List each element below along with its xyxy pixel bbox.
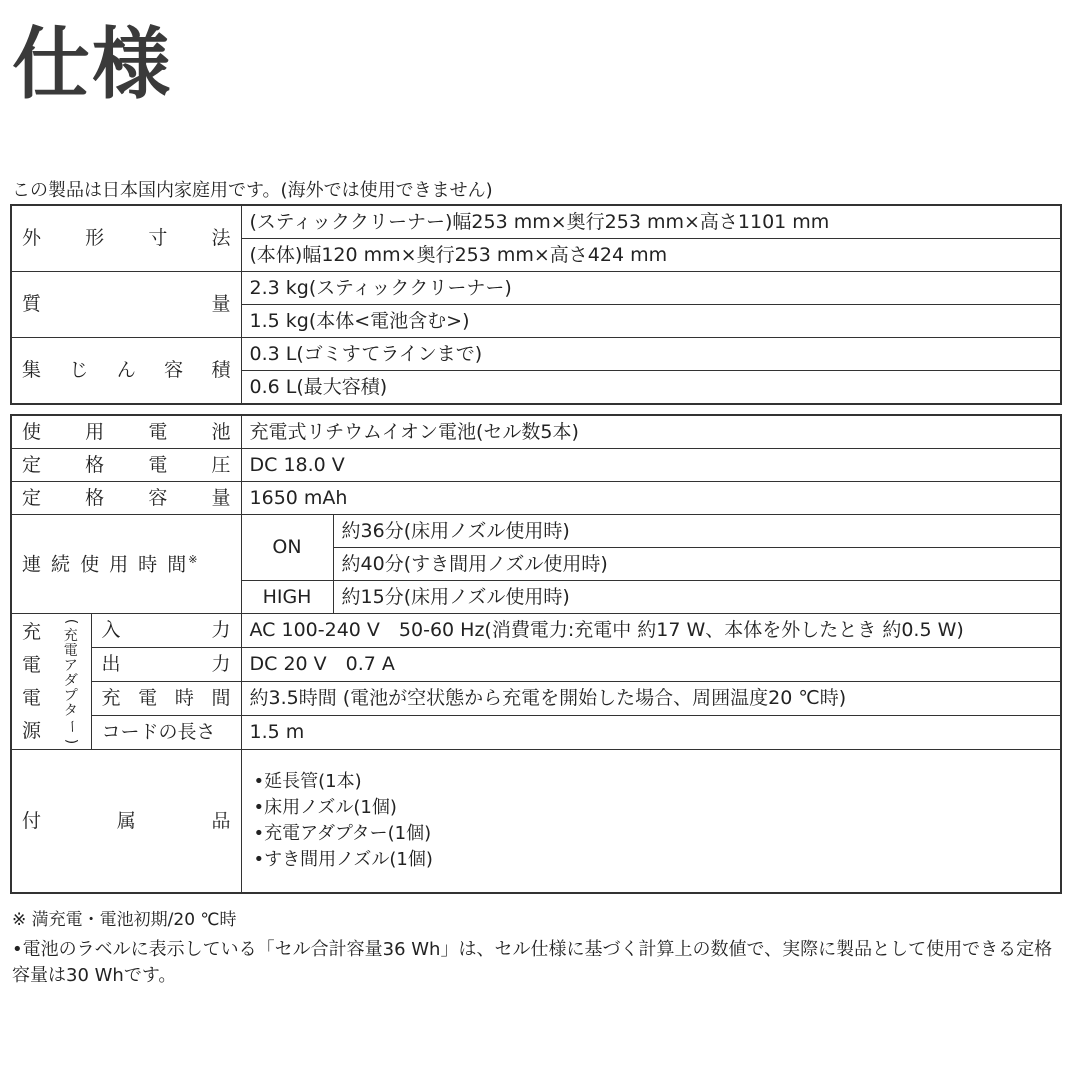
list-item: •充電アダプター(1個) — [253, 823, 432, 844]
label-dimensions: 外 形 寸 法 — [11, 205, 241, 272]
mode-on: ON — [241, 515, 333, 581]
value-runtime-high: 約15分(床用ノズル使用時) — [333, 581, 1061, 614]
value-battery: 充電式リチウムイオン電池(セル数5本) — [241, 415, 1061, 449]
table-row — [11, 272, 1061, 305]
table-row — [11, 750, 1061, 894]
label-accessories: 付 属 品 — [11, 750, 241, 894]
table-row — [11, 682, 1061, 716]
label-mass: 質 量 — [11, 272, 241, 338]
list-item: •床用ノズル(1個) — [253, 797, 397, 818]
table-row — [11, 205, 1061, 239]
value-output: DC 20 V 0.7 A — [241, 648, 1061, 682]
table-row — [11, 648, 1061, 682]
spec-table-power — [10, 414, 1062, 894]
table-row — [11, 716, 1061, 750]
footnote-mark: ※ — [188, 552, 198, 566]
value-dust-line: 0.3 L(ゴミすてラインまで) — [241, 338, 1061, 371]
value-runtime-on-floor: 約36分(床用ノズル使用時) — [333, 515, 1061, 548]
value-input: AC 100-240 V 50-60 Hz(消費電力:充電中 約17 W、本体を外したとき 約0.5 W) — [241, 614, 1061, 648]
list-item: •すき間用ノズル(1個) — [253, 849, 433, 870]
table-row — [11, 449, 1061, 482]
page-title: 仕様 — [12, 20, 173, 110]
value-capacity: 1650 mAh — [241, 482, 1061, 515]
value-charge-time: 約3.5時間 (電池が空状態から充電を開始した場合、周囲温度20 ℃時) — [241, 682, 1061, 716]
table-row — [11, 515, 1061, 548]
battery-label-note: •電池のラベルに表示している「セル合計容量36 Wh」は、セル仕様に基づく計算上の数値で、実際に製品として使用できる定格容量は30 Whです。 — [12, 939, 1053, 986]
label-charging-power: 充 電 電 源 — [11, 614, 51, 750]
label-runtime: 連 続 使 用 時 間※ — [11, 515, 241, 614]
value-dimensions-body: (本体)幅120 mm×奥行253 mm×高さ424 mm — [241, 239, 1061, 272]
value-runtime-on-gap: 約40分(すき間用ノズル使用時) — [333, 548, 1061, 581]
label-capacity: 定 格 容 量 — [11, 482, 241, 515]
footnote: ※ 満充電・電池初期/20 ℃時 — [12, 910, 237, 930]
table-row — [11, 338, 1061, 371]
label-battery: 使 用 電 池 — [11, 415, 241, 449]
table-row — [11, 614, 1061, 648]
table-row — [11, 415, 1061, 449]
label-charging-adapter: ( 充 電 ア ダ プ タ ー ) — [51, 614, 91, 750]
value-mass-stick: 2.3 kg(スティッククリーナー) — [241, 272, 1061, 305]
value-accessories — [241, 750, 1061, 894]
label-cord-length: コードの長さ — [91, 716, 241, 750]
accessories-list — [254, 769, 1052, 873]
label-voltage: 定 格 電 圧 — [11, 449, 241, 482]
value-dust-max: 0.6 L(最大容積) — [241, 371, 1061, 405]
value-dimensions-stick: (スティッククリーナー)幅253 mm×奥行253 mm×高さ1101 mm — [241, 205, 1061, 239]
value-voltage: DC 18.0 V — [241, 449, 1061, 482]
spec-table-size — [10, 204, 1062, 405]
label-output: 出 力 — [91, 648, 241, 682]
label-input: 入 力 — [91, 614, 241, 648]
intro-text: この製品は日本国内家庭用です。(海外では使用できません) — [12, 180, 493, 201]
mode-high: HIGH — [241, 581, 333, 614]
table-row — [11, 482, 1061, 515]
value-mass-body: 1.5 kg(本体<電池含む>) — [241, 305, 1061, 338]
value-cord-length: 1.5 m — [241, 716, 1061, 750]
label-charge-time: 充 電 時 間 — [91, 682, 241, 716]
list-item: •延長管(1本) — [253, 771, 362, 792]
label-dust: 集 じ ん 容 積 — [11, 338, 241, 405]
